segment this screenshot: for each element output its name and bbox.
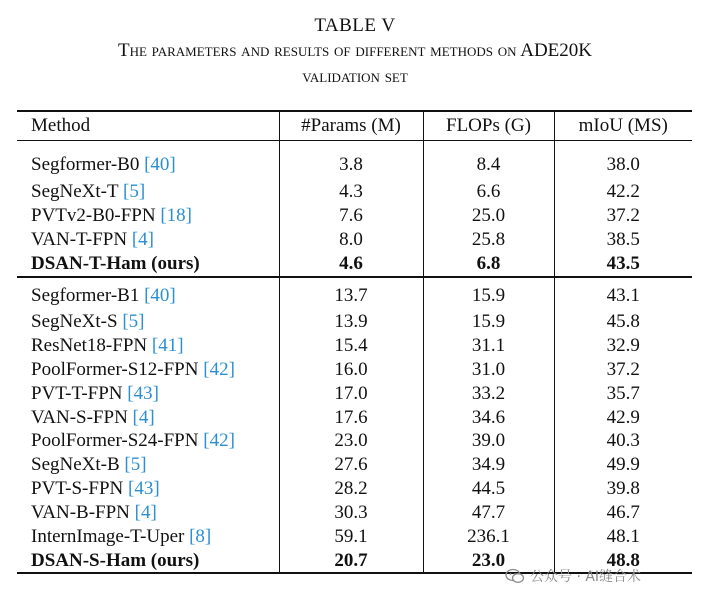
citation-number: 42 [209, 430, 229, 452]
citation-number: 43 [133, 382, 153, 404]
table-row-ours [17, 252, 692, 277]
flops-cell: 47.7 [423, 501, 554, 525]
citation-link[interactable]: [40] [144, 285, 176, 307]
citation-link[interactable]: [43] [127, 382, 159, 404]
method-name: Segformer-B1 [31, 285, 140, 307]
method-cell [17, 228, 279, 252]
citation-link[interactable]: [5] [124, 454, 147, 476]
method-cell [17, 252, 279, 277]
header-params: #Params (M) [279, 111, 423, 141]
flops-cell: 31.0 [423, 357, 554, 381]
flops-cell: 236.1 [423, 525, 554, 549]
miou-cell: 39.8 [554, 477, 692, 501]
table-row [17, 204, 692, 228]
table-row [17, 525, 692, 549]
table-row [17, 180, 692, 204]
method-name: VAN-S-FPN [31, 406, 128, 428]
citation-link[interactable]: [42] [203, 358, 235, 380]
method-cell [17, 277, 279, 310]
params-cell: 59.1 [279, 525, 423, 549]
method-name: PoolFormer-S24-FPN [31, 430, 199, 452]
group-1 [17, 141, 692, 277]
citation-link[interactable]: [4] [132, 406, 155, 428]
citation-number: 5 [128, 311, 139, 332]
params-cell: 13.9 [279, 310, 423, 334]
method-cell [17, 180, 279, 204]
citation-number: 40 [150, 285, 170, 307]
group-2 [17, 277, 692, 574]
citation-link[interactable]: [4] [131, 229, 154, 251]
miou-cell: 38.5 [554, 228, 692, 252]
table-row [17, 310, 692, 334]
method-name: SegNeXt-S [31, 311, 118, 332]
method-cell [17, 429, 279, 453]
flops-cell: 25.8 [423, 228, 554, 252]
citation-link[interactable]: [43] [127, 478, 160, 500]
citation-link[interactable]: [4] [134, 502, 157, 524]
table-row [17, 228, 692, 252]
miou-cell: 37.2 [554, 204, 692, 228]
method-cell [17, 477, 279, 501]
method-name: InternImage-T-Uper [31, 526, 185, 548]
params-cell: 27.6 [279, 453, 423, 477]
miou-cell: 48.8 [554, 548, 692, 573]
flops-cell: 33.2 [423, 381, 554, 405]
citation-link[interactable]: [41] [151, 334, 184, 356]
table-row [17, 429, 692, 453]
method-name: ResNet18-FPN [31, 334, 148, 356]
params-cell: 13.7 [279, 277, 423, 310]
citation-number: 40 [150, 154, 170, 175]
flops-cell: 25.0 [423, 204, 554, 228]
method-name: PVTv2-B0-FPN [31, 205, 156, 227]
citation-number: 5 [129, 181, 139, 203]
header-method: Method [17, 111, 279, 141]
table-row [17, 381, 692, 405]
method-name: PoolFormer-S12-FPN [31, 358, 199, 380]
header-miou: mIoU (MS) [554, 111, 692, 141]
miou-cell: 45.8 [554, 310, 692, 334]
params-cell: 7.6 [279, 204, 423, 228]
table-caption [0, 14, 710, 90]
params-cell: 16.0 [279, 357, 423, 381]
miou-cell: 35.7 [554, 381, 692, 405]
flops-cell: 15.9 [423, 310, 554, 334]
watermark-text: 公众号 · AI缝合术 [530, 569, 642, 585]
method-name: DSAN-S-Ham (ours) [31, 549, 200, 571]
citation-number: 41 [158, 334, 178, 356]
miou-cell: 43.1 [554, 277, 692, 310]
method-cell [17, 333, 279, 357]
citation-number: 5 [130, 454, 141, 476]
flops-cell: 44.5 [423, 477, 554, 501]
table-row [17, 477, 692, 501]
miou-cell: 43.5 [554, 252, 692, 277]
flops-cell: 8.4 [423, 141, 554, 181]
citation-link[interactable]: [5] [122, 311, 145, 332]
params-cell: 15.4 [279, 333, 423, 357]
method-cell [17, 310, 279, 334]
method-cell [17, 453, 279, 477]
params-cell: 17.6 [279, 405, 423, 429]
flops-cell: 23.0 [423, 548, 554, 573]
wechat-icon [505, 568, 525, 584]
miou-cell: 49.9 [554, 453, 692, 477]
method-cell [17, 141, 279, 181]
miou-cell: 42.2 [554, 180, 692, 204]
miou-cell: 37.2 [554, 357, 692, 381]
results-table [17, 110, 692, 574]
method-name: VAN-B-FPN [31, 502, 130, 524]
citation-link[interactable]: [40] [144, 154, 176, 175]
citation-number: 4 [140, 502, 151, 524]
method-name: SegNeXt-T [31, 181, 119, 203]
method-cell [17, 405, 279, 429]
method-cell [17, 525, 279, 549]
miou-cell: 40.3 [554, 429, 692, 453]
flops-cell: 34.9 [423, 453, 554, 477]
citation-link[interactable]: [42] [203, 430, 235, 452]
params-cell: 8.0 [279, 228, 423, 252]
miou-cell: 48.1 [554, 525, 692, 549]
caption-line-1: The parameters and results of different methods on ADE20K [117, 40, 593, 61]
citation-number: 4 [138, 229, 148, 251]
citation-number: 4 [138, 406, 149, 428]
method-cell [17, 204, 279, 228]
citation-number: 43 [134, 478, 154, 500]
citation-number: 18 [166, 205, 186, 227]
params-cell: 3.8 [279, 141, 423, 181]
method-name: SegNeXt-B [31, 454, 120, 476]
table-label: TABLE V [314, 15, 396, 36]
params-cell: 4.6 [279, 252, 423, 277]
params-cell: 4.3 [279, 180, 423, 204]
miou-cell: 38.0 [554, 141, 692, 181]
flops-cell: 34.6 [423, 405, 554, 429]
flops-cell: 6.6 [423, 180, 554, 204]
table-row [17, 333, 692, 357]
method-name: VAN-T-FPN [31, 229, 128, 251]
citation-number: 8 [195, 526, 205, 548]
method-name: DSAN-T-Ham (ours) [31, 253, 200, 275]
table-row [17, 357, 692, 381]
method-name: PVT-S-FPN [31, 478, 124, 500]
method-name: PVT-T-FPN [31, 382, 123, 404]
params-cell: 23.0 [279, 429, 423, 453]
params-cell: 30.3 [279, 501, 423, 525]
flops-cell: 31.1 [423, 333, 554, 357]
miou-cell: 42.9 [554, 405, 692, 429]
params-cell: 20.7 [279, 548, 423, 573]
citation-link[interactable]: [18] [160, 205, 192, 227]
flops-cell: 6.8 [423, 252, 554, 277]
watermark [505, 566, 641, 586]
table-row [17, 277, 692, 310]
table-row [17, 501, 692, 525]
params-cell: 17.0 [279, 381, 423, 405]
citation-number: 42 [209, 358, 229, 380]
header-flops: FLOPs (G) [423, 111, 554, 141]
table-row [17, 141, 692, 181]
flops-cell: 39.0 [423, 429, 554, 453]
method-cell [17, 381, 279, 405]
table-row [17, 453, 692, 477]
params-cell: 28.2 [279, 477, 423, 501]
miou-cell: 46.7 [554, 501, 692, 525]
flops-cell: 15.9 [423, 277, 554, 310]
table-row [17, 405, 692, 429]
miou-cell: 32.9 [554, 333, 692, 357]
method-cell [17, 501, 279, 525]
method-name: Segformer-B0 [31, 154, 140, 175]
header-row [17, 111, 692, 141]
method-cell [17, 357, 279, 381]
method-cell [17, 548, 279, 573]
citation-link[interactable]: [5] [123, 181, 146, 203]
citation-link[interactable]: [8] [189, 526, 212, 548]
caption-line-2: validation set [302, 66, 408, 87]
